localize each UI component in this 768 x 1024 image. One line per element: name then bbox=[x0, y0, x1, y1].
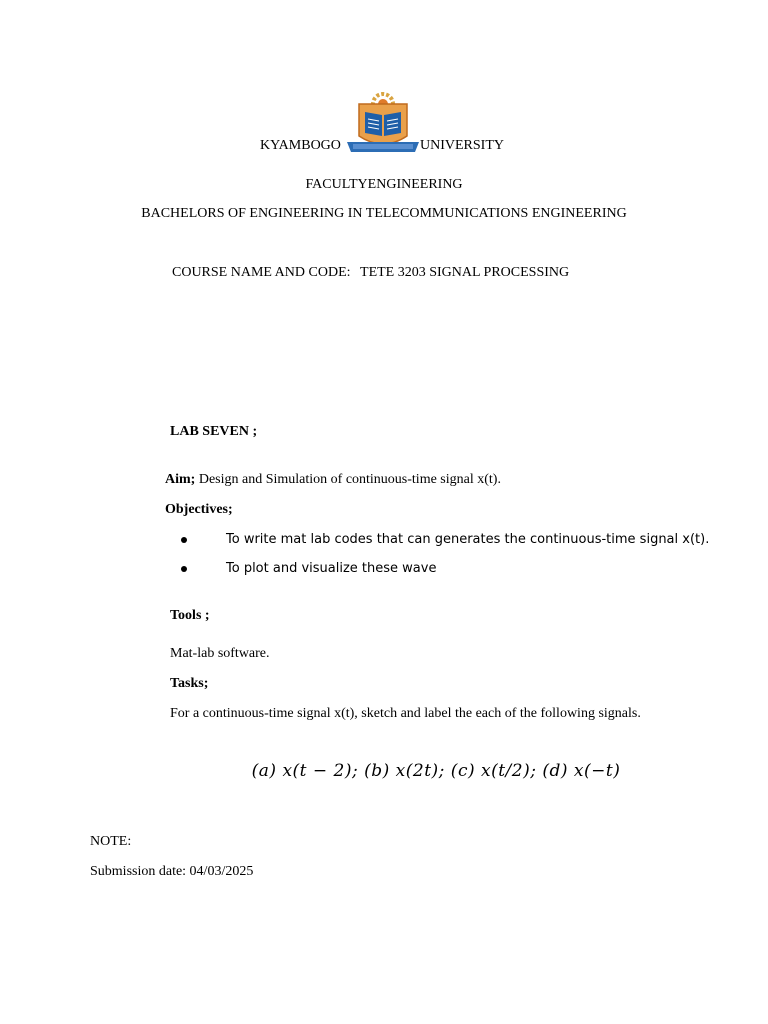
objectives-label: Objectives; bbox=[165, 502, 233, 517]
aim-line bbox=[165, 472, 501, 488]
submission-date: Submission date: 04/03/2025 bbox=[90, 864, 254, 879]
university-name-left: KYAMBOGO bbox=[260, 138, 341, 153]
course-value: TETE 3203 SIGNAL PROCESSING bbox=[360, 265, 570, 280]
tasks-text: For a continuous-time signal x(t), sketch and label the each of the following signals. bbox=[170, 706, 641, 721]
objective-item: To plot and visualize these wave bbox=[226, 561, 437, 576]
program-name: BACHELORS OF ENGINEERING IN TELECOMMUNICATIONS ENGINEERING bbox=[141, 206, 627, 221]
logo-ribbon bbox=[347, 142, 419, 152]
university-name-right: UNIVERSITY bbox=[420, 138, 504, 153]
bullet-icon bbox=[181, 537, 187, 543]
course-label: COURSE NAME AND CODE: bbox=[172, 265, 351, 280]
university-logo bbox=[345, 92, 421, 154]
signal-equation: (a) x(t − 2); (b) x(2t); (c) x(t/2); (d) x(−t) bbox=[251, 761, 621, 781]
note-label: NOTE: bbox=[90, 834, 132, 849]
aim-text: Design and Simulation of continuous-time signal x(t). bbox=[195, 472, 501, 487]
aim-label: Aim; bbox=[165, 472, 196, 487]
lab-title: LAB SEVEN ; bbox=[170, 424, 258, 439]
tasks-label: Tasks; bbox=[170, 676, 209, 691]
tools-label: Tools ; bbox=[170, 608, 210, 623]
course-line bbox=[172, 265, 569, 281]
objective-item: To write mat lab codes that can generates the continuous-time signal x(t). bbox=[226, 532, 710, 547]
faculty-name: FACULTYENGINEERING bbox=[305, 177, 463, 192]
tools-text: Mat-lab software. bbox=[170, 646, 270, 661]
bullet-icon bbox=[181, 566, 187, 572]
